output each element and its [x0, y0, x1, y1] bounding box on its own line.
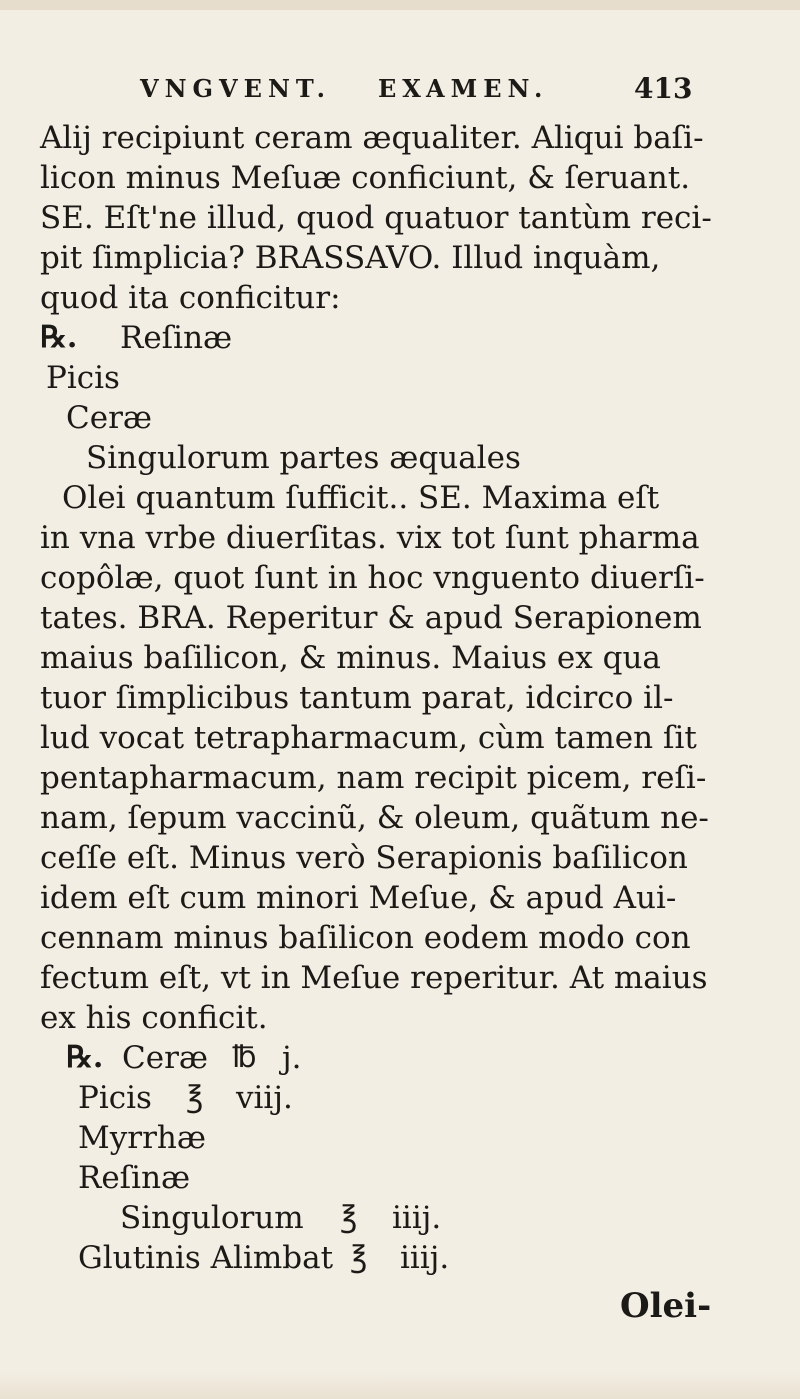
ingredient: Glutinis Alimbat: [78, 1240, 334, 1276]
text-line: Alij recipiunt ceram æqualiter. Aliqui baſi-: [40, 120, 704, 156]
ingredient-qty: viij.: [236, 1080, 293, 1116]
text-line: licon minus Meſuæ conficiunt, & ſeruant.: [40, 160, 691, 196]
ounce-symbol: ℥: [340, 1200, 358, 1235]
ingredient-qty: iiij.: [400, 1240, 450, 1276]
ingredient: Myrrhæ: [78, 1120, 206, 1156]
text-line: in vna vrbe diuerſitas. vix tot ſunt pharma: [40, 520, 700, 556]
ingredient: Reſinæ: [78, 1160, 191, 1196]
ingredient: Ceræ: [66, 400, 153, 436]
page-number: 413: [634, 72, 693, 105]
ingredient-qty: iiij.: [392, 1200, 442, 1236]
pound-symbol: ℔: [232, 1040, 257, 1075]
text-line: nam, ſepum vaccinũ, & oleum, quãtum ne-: [40, 800, 709, 836]
quantity-note: Singulorum partes æquales: [86, 440, 521, 476]
recipe-symbol: ℞.: [40, 320, 78, 355]
ingredient: Picis: [78, 1080, 152, 1116]
page-top-edge: [0, 0, 800, 10]
text-line: pentapharmacum, nam recipit picem, reſi-: [40, 760, 707, 796]
text-line: quod ita conficitur:: [40, 280, 341, 316]
text-line: tates. BRA. Reperitur & apud Serapionem: [40, 600, 702, 636]
text-line: copôlæ, quot ſunt in hoc vnguento diuerſi-: [40, 560, 705, 596]
text-line: fectum eſt, vt in Meſue reperitur. At maius: [40, 960, 708, 996]
text-line: Olei quantum ſufficit.. SE. Maxima eſt: [62, 480, 660, 516]
running-head-right: EXAMEN.: [378, 74, 549, 103]
ounce-symbol: ℥: [350, 1240, 368, 1275]
ingredient: Singulorum: [120, 1200, 304, 1236]
catchword: Olei-: [620, 1286, 712, 1326]
recipe-symbol: ℞.: [66, 1040, 104, 1075]
text-line: SE. Eſt'ne illud, quod quatuor tantùm reci-: [40, 200, 712, 236]
running-header: [140, 74, 670, 114]
text-line: lud vocat tetrapharmacum, cùm tamen ſit: [40, 720, 697, 756]
text-line: ceſſe eſt. Minus verò Serapionis baſilicon: [40, 840, 688, 876]
ingredient-qty: j.: [282, 1040, 302, 1076]
ingredient: Ceræ: [122, 1040, 209, 1076]
text-line: cennam minus baſilicon eodem modo con: [40, 920, 691, 956]
page-bottom-edge: [0, 1371, 800, 1399]
ingredient: Reſinæ: [120, 320, 233, 356]
running-head-left: VNGVENT.: [140, 74, 332, 103]
ingredient: Picis: [46, 360, 120, 396]
text-line: idem eſt cum minori Meſue, & apud Aui-: [40, 880, 677, 916]
ounce-symbol: ℥: [186, 1080, 204, 1115]
text-line: pit ſimplicia? BRASSAVO. Illud inquàm,: [40, 240, 661, 276]
text-line: ex his conficit.: [40, 1000, 268, 1036]
text-line: maius baſilicon, & minus. Maius ex qua: [40, 640, 661, 676]
text-line: tuor ſimplicibus tantum parat, idcirco il-: [40, 680, 674, 716]
